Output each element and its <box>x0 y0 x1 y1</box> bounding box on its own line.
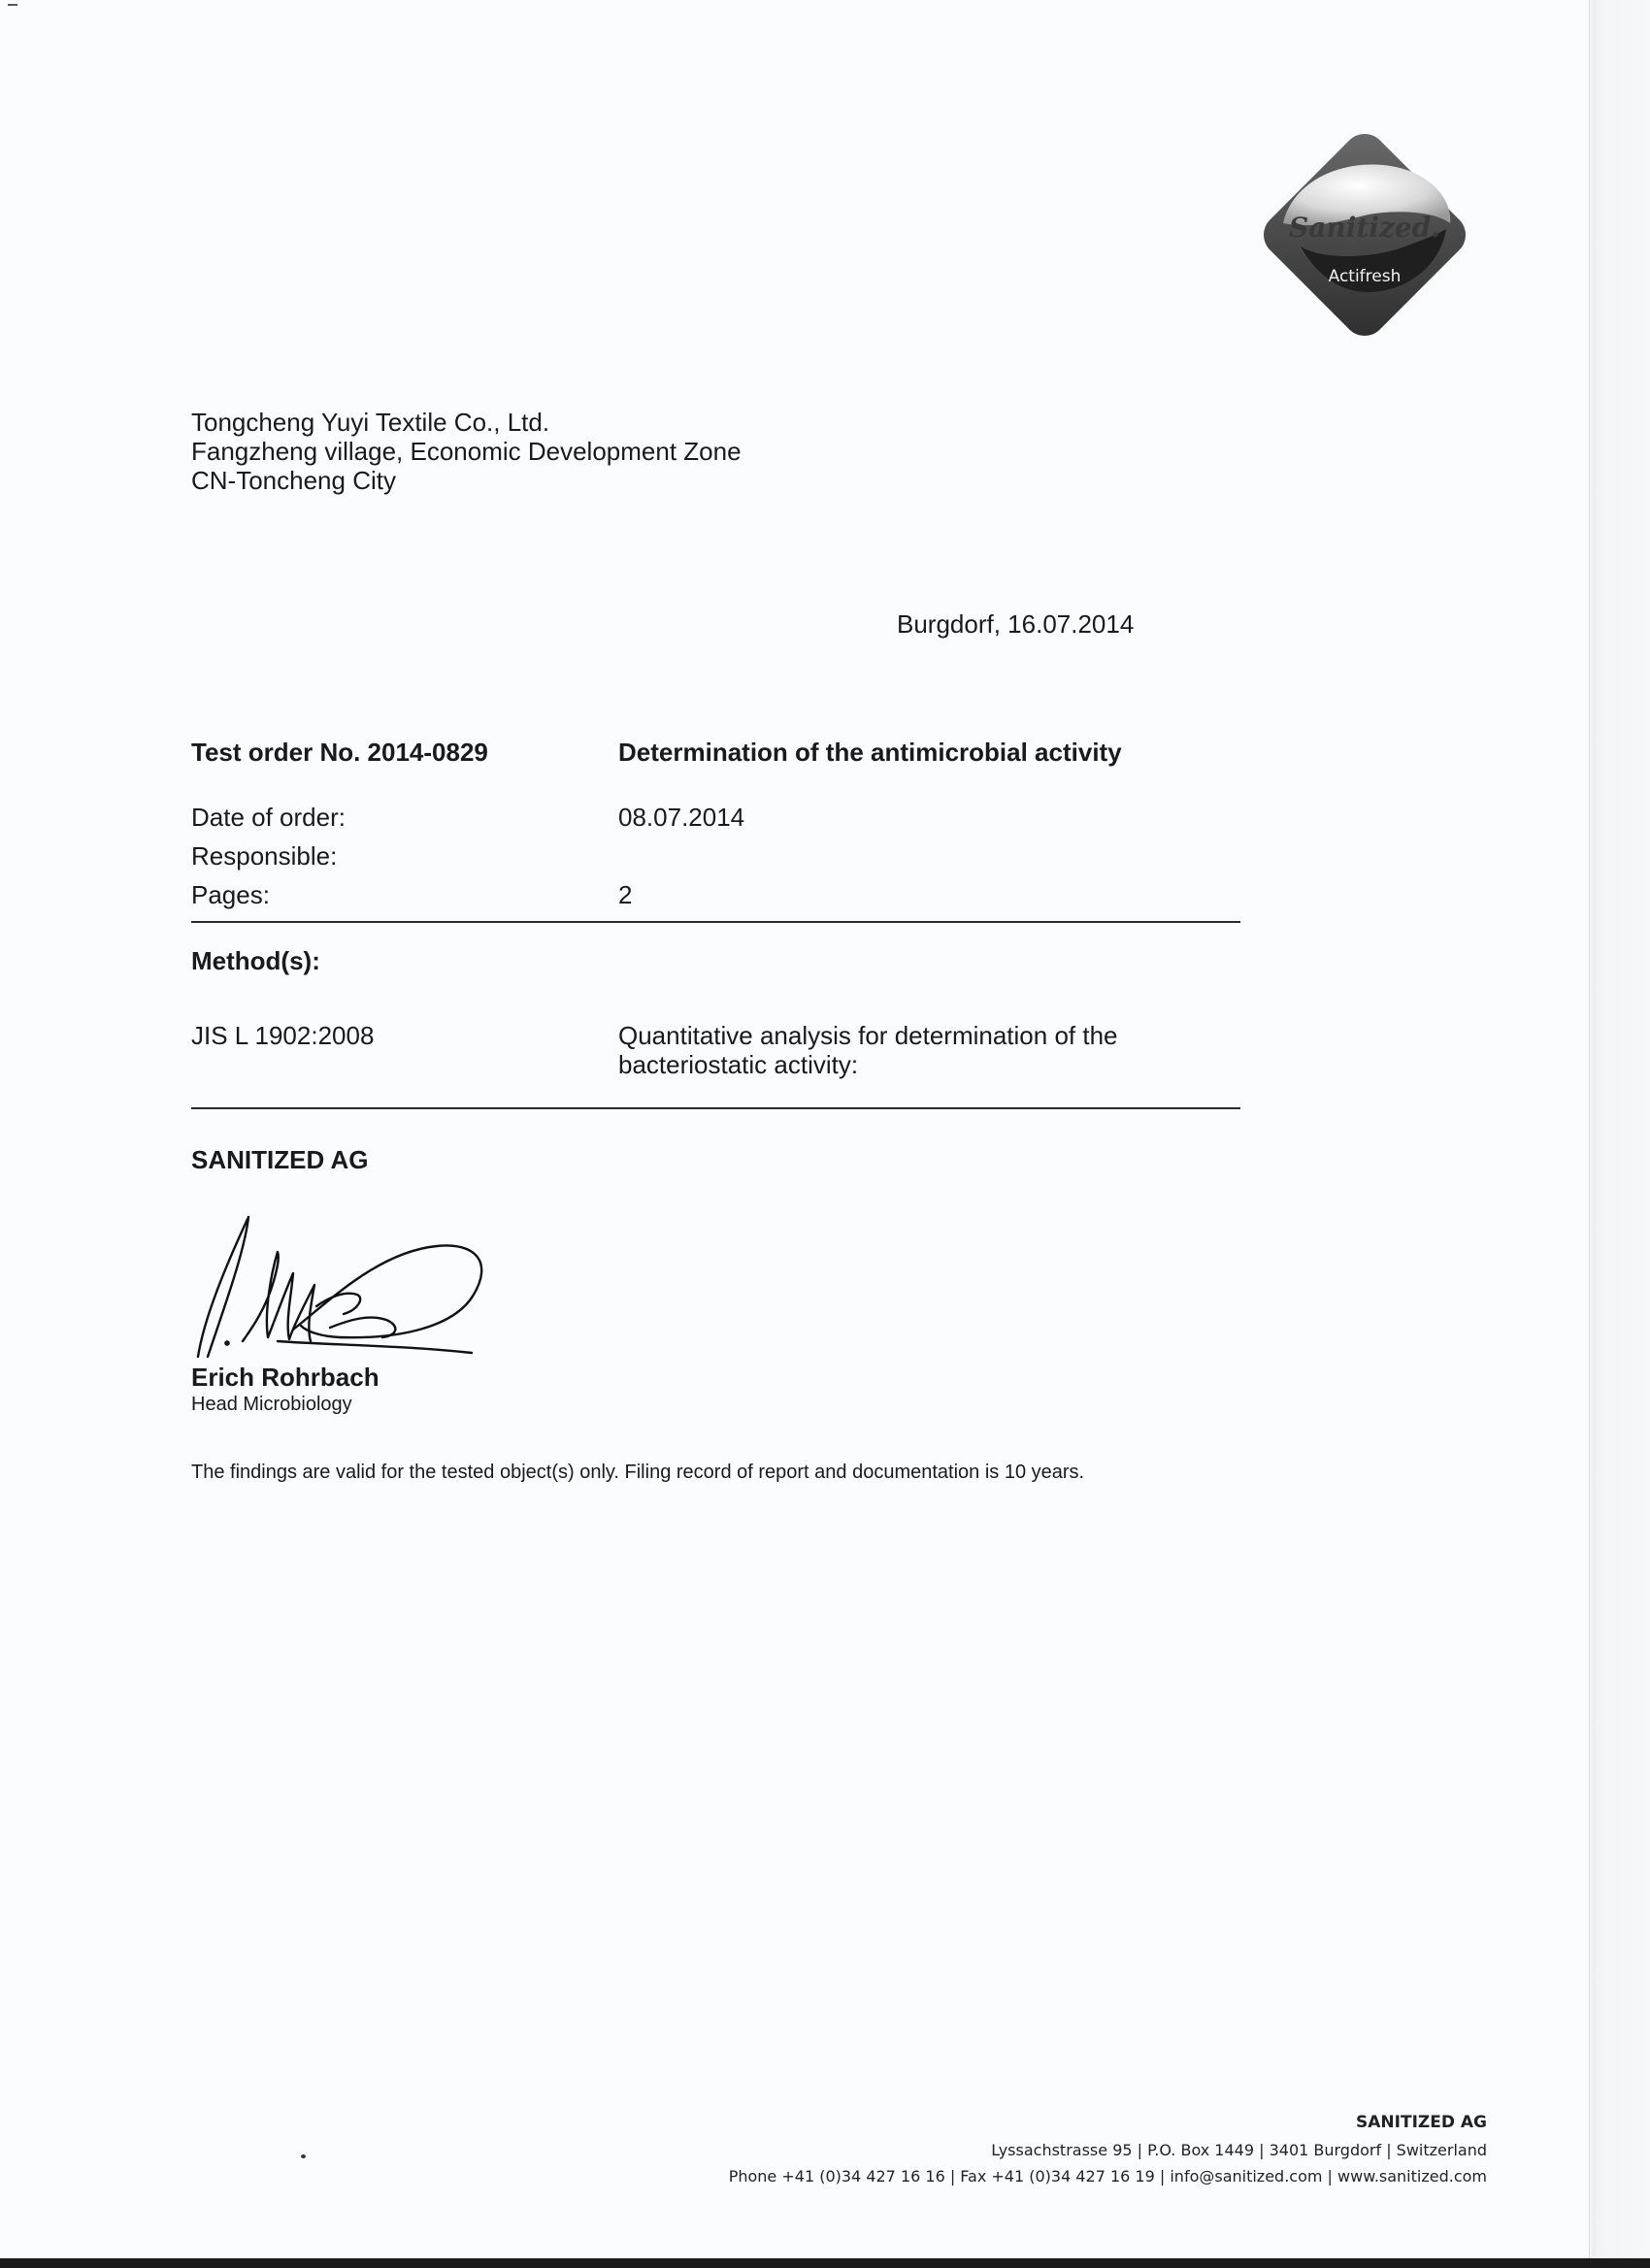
method-code: JIS L 1902:2008 <box>191 1021 375 1050</box>
scan-artifact <box>8 4 17 6</box>
handwritten-signature <box>184 1213 495 1359</box>
signer-name: Erich Rohrbach <box>191 1363 380 1392</box>
signoff-company: SANITIZED AG <box>191 1145 369 1174</box>
test-order-number: Test order No. 2014-0829 <box>191 738 488 767</box>
method-description: Quantitative analysis for determination of the bacteriostatic activity: <box>618 1021 1118 1079</box>
divider <box>191 1107 1240 1109</box>
date-of-order-value: 08.07.2014 <box>618 803 745 832</box>
validity-disclaimer: The findings are valid for the tested object(s) only. Filing record of report and documentation is 10 years. <box>191 1462 1085 1483</box>
footer-address: Lyssachstrasse 95 | P.O. Box 1449 | 3401 Burgdorf | Switzerland <box>991 2141 1487 2159</box>
logo-brand-text: Sanitized. <box>1289 212 1440 244</box>
footer-company: SANITIZED AG <box>1356 2113 1487 2132</box>
place-and-date: Burgdorf, 16.07.2014 <box>897 609 1135 639</box>
pages-label: Pages: <box>191 880 270 909</box>
recipient-address <box>191 408 742 495</box>
date-of-order-label: Date of order: <box>191 803 346 832</box>
scan-edge <box>1589 0 1650 2268</box>
scan-edge <box>0 2258 1650 2268</box>
responsible-label: Responsible: <box>191 841 338 871</box>
signer-role: Head Microbiology <box>191 1394 352 1415</box>
test-title: Determination of the antimicrobial activity <box>618 738 1122 767</box>
recipient-line-3: CN-Toncheng City <box>191 466 396 495</box>
sanitized-actifresh-logo <box>1244 115 1485 355</box>
divider <box>191 921 1240 923</box>
logo-sub-text: Actifresh <box>1328 267 1402 286</box>
pages-value: 2 <box>618 880 633 909</box>
footer-contact: Phone +41 (0)34 427 16 16 | Fax +41 (0)34 427 16 19 | info@sanitized.com | www.sanitized.com <box>728 2167 1487 2186</box>
scan-speck <box>301 2154 306 2158</box>
recipient-line-2: Fangzheng village, Economic Development Zone <box>191 437 742 466</box>
methods-heading: Method(s): <box>191 946 320 975</box>
recipient-line-1: Tongcheng Yuyi Textile Co., Ltd. <box>191 408 550 437</box>
